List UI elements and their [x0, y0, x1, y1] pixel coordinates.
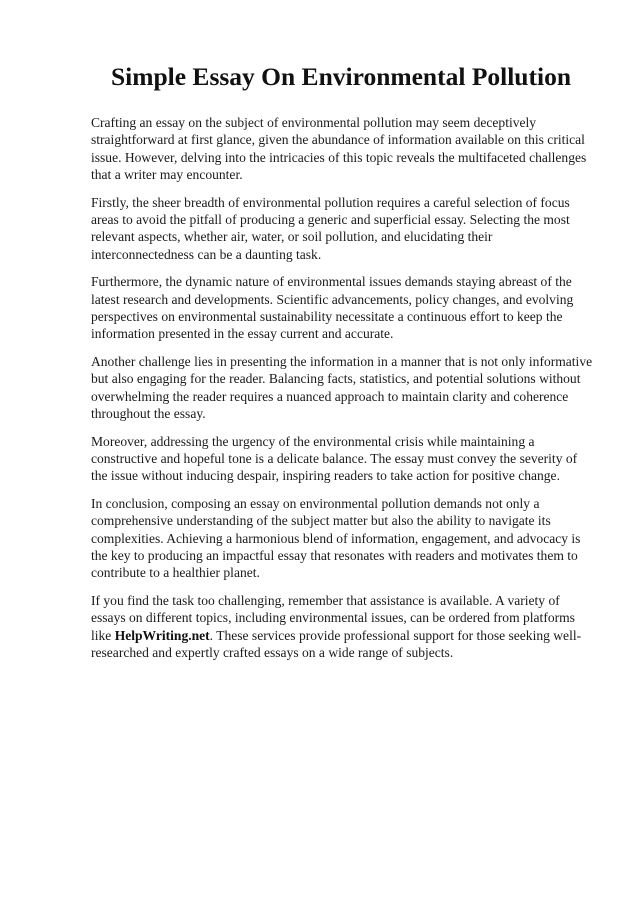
paragraph-intro: Crafting an essay on the subject of environmental pollution may seem deceptively straightforward at first glance, given the abundance of information available on this critical issue. However, delving into the intricacies of this topic reveals the multifaceted challenges that a writer may encounter.: [91, 115, 587, 183]
closing-text-before-link: If you find the task too challenging, remember that assistance is available. A variety of essays on different topics, including environmental issues, can be ordered from platforms like: [91, 592, 575, 643]
paragraph-dynamic: Furthermore, the dynamic nature of environmental issues demands staying abreast of the latest research and developments. Scientific advancements, policy changes, and evolving perspectives on environmental sustainability necessitate a continuous effort to keep the information presented in the essay current and accurate.: [91, 274, 574, 342]
paragraph-engagement: Another challenge lies in presenting the information in a manner that is not only informative but also engaging for the reader. Balancing facts, statistics, and potential solutions without overwhelming the reader requires a nuanced approach to maintain clarity and coherence throughout the essay.: [91, 353, 593, 422]
page-title: Simple Essay On Environmental Pollution: [110, 62, 572, 91]
paragraph-breadth: Firstly, the sheer breadth of environmental pollution requires a careful selection of focus areas to avoid the pitfall of producing a generic and superficial essay. Selecting the most relevant aspects, whether air, water, or soil pollution, and elucidating their interconnectedness can be a daunting task.: [91, 194, 570, 262]
helpwriting-link[interactable]: HelpWriting.net: [114, 627, 210, 643]
paragraph-conclusion: In conclusion, composing an essay on environmental pollution demands not only a comprehensive understanding of the subject matter but also the ability to navigate its complexities. Achieving a harmonious blend of information, engagement, and advocacy is the key to producing an impactful essay that resonates with readers and motivates them to contribute to a healthier planet.: [91, 495, 581, 581]
paragraph-closing: [91, 592, 594, 662]
closing-text-after-link: . These services provide professional support for those seeking well-researched and expertly crafted essays on a wide range of subjects.: [91, 627, 582, 660]
paragraph-tone: Moreover, addressing the urgency of the environmental crisis while maintaining a constructive and hopeful tone is a delicate balance. The essay must convey the severity of the issue without inducing despair, inspiring readers to take action for positive change.: [91, 433, 578, 484]
